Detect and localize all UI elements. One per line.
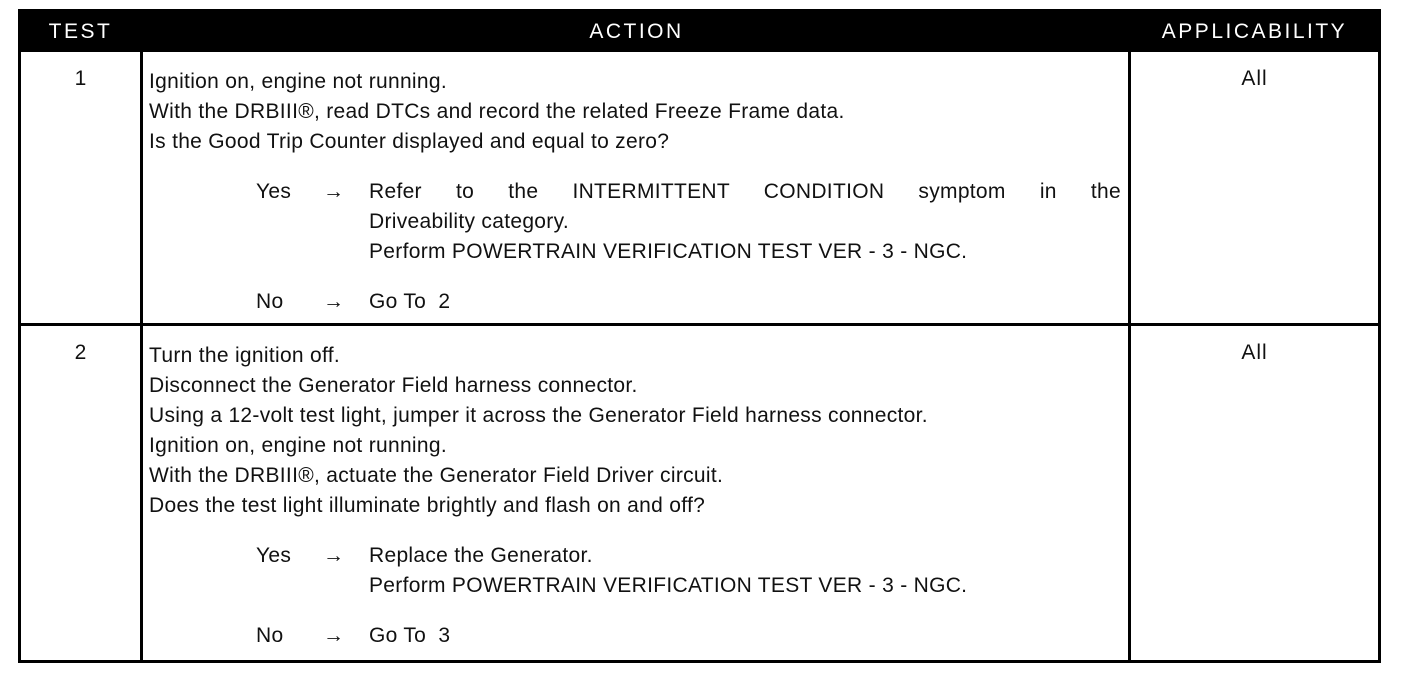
- arrow-right-icon: →: [323, 180, 345, 203]
- action-line: Disconnect the Generator Field harness connector.: [149, 374, 638, 397]
- action-line: Turn the ignition off.: [149, 344, 341, 367]
- diagnostic-test-table: [18, 9, 1381, 663]
- table-row: [21, 52, 1378, 323]
- action-cell: [149, 67, 1124, 317]
- header-applicability: APPLICABILITY: [1161, 20, 1348, 43]
- no-result: Go To 3: [369, 624, 451, 647]
- test-number: 1: [74, 67, 87, 90]
- arrow-right-icon: →: [323, 290, 345, 313]
- arrow-right-icon: →: [323, 624, 345, 647]
- yes-label: Yes: [256, 544, 292, 567]
- no-label: No: [256, 290, 284, 313]
- test-number: 2: [74, 341, 87, 364]
- yes-result-line: Driveability category.: [369, 210, 569, 233]
- no-answer: [149, 621, 1124, 651]
- yes-result-line: Refer to the INTERMITTENT CONDITION symptom in the: [369, 180, 1121, 203]
- arrow-right-icon: →: [323, 544, 345, 567]
- yes-answer: [149, 177, 1124, 267]
- action-line: With the DRBIII®, actuate the Generator Field Driver circuit.: [149, 464, 724, 487]
- no-result: Go To 2: [369, 290, 451, 313]
- yes-answer: [149, 541, 1124, 601]
- applicability-value: All: [1241, 341, 1268, 364]
- yes-result-line: Perform POWERTRAIN VERIFICATION TEST VER - 3 - NGC.: [369, 240, 968, 263]
- action-line: Ignition on, engine not running.: [149, 434, 447, 457]
- action-line: Is the Good Trip Counter displayed and equal to zero?: [149, 130, 670, 153]
- yes-label: Yes: [256, 180, 292, 203]
- yes-result-line: Perform POWERTRAIN VERIFICATION TEST VER - 3 - NGC.: [369, 574, 968, 597]
- action-line: Using a 12-volt test light, jumper it across the Generator Field harness connector.: [149, 404, 928, 427]
- yes-result-line: Replace the Generator.: [369, 544, 593, 567]
- action-cell: [149, 341, 1124, 651]
- action-line: With the DRBIII®, read DTCs and record the related Freeze Frame data.: [149, 100, 845, 123]
- action-line: Ignition on, engine not running.: [149, 70, 447, 93]
- action-line: Does the test light illuminate brightly and flash on and off?: [149, 494, 706, 517]
- header-action: ACTION: [589, 20, 684, 43]
- no-answer: [149, 287, 1124, 317]
- no-label: No: [256, 624, 284, 647]
- header-test: TEST: [48, 20, 113, 43]
- applicability-value: All: [1241, 67, 1268, 90]
- table-row: [21, 326, 1378, 663]
- table-header: [21, 12, 1378, 52]
